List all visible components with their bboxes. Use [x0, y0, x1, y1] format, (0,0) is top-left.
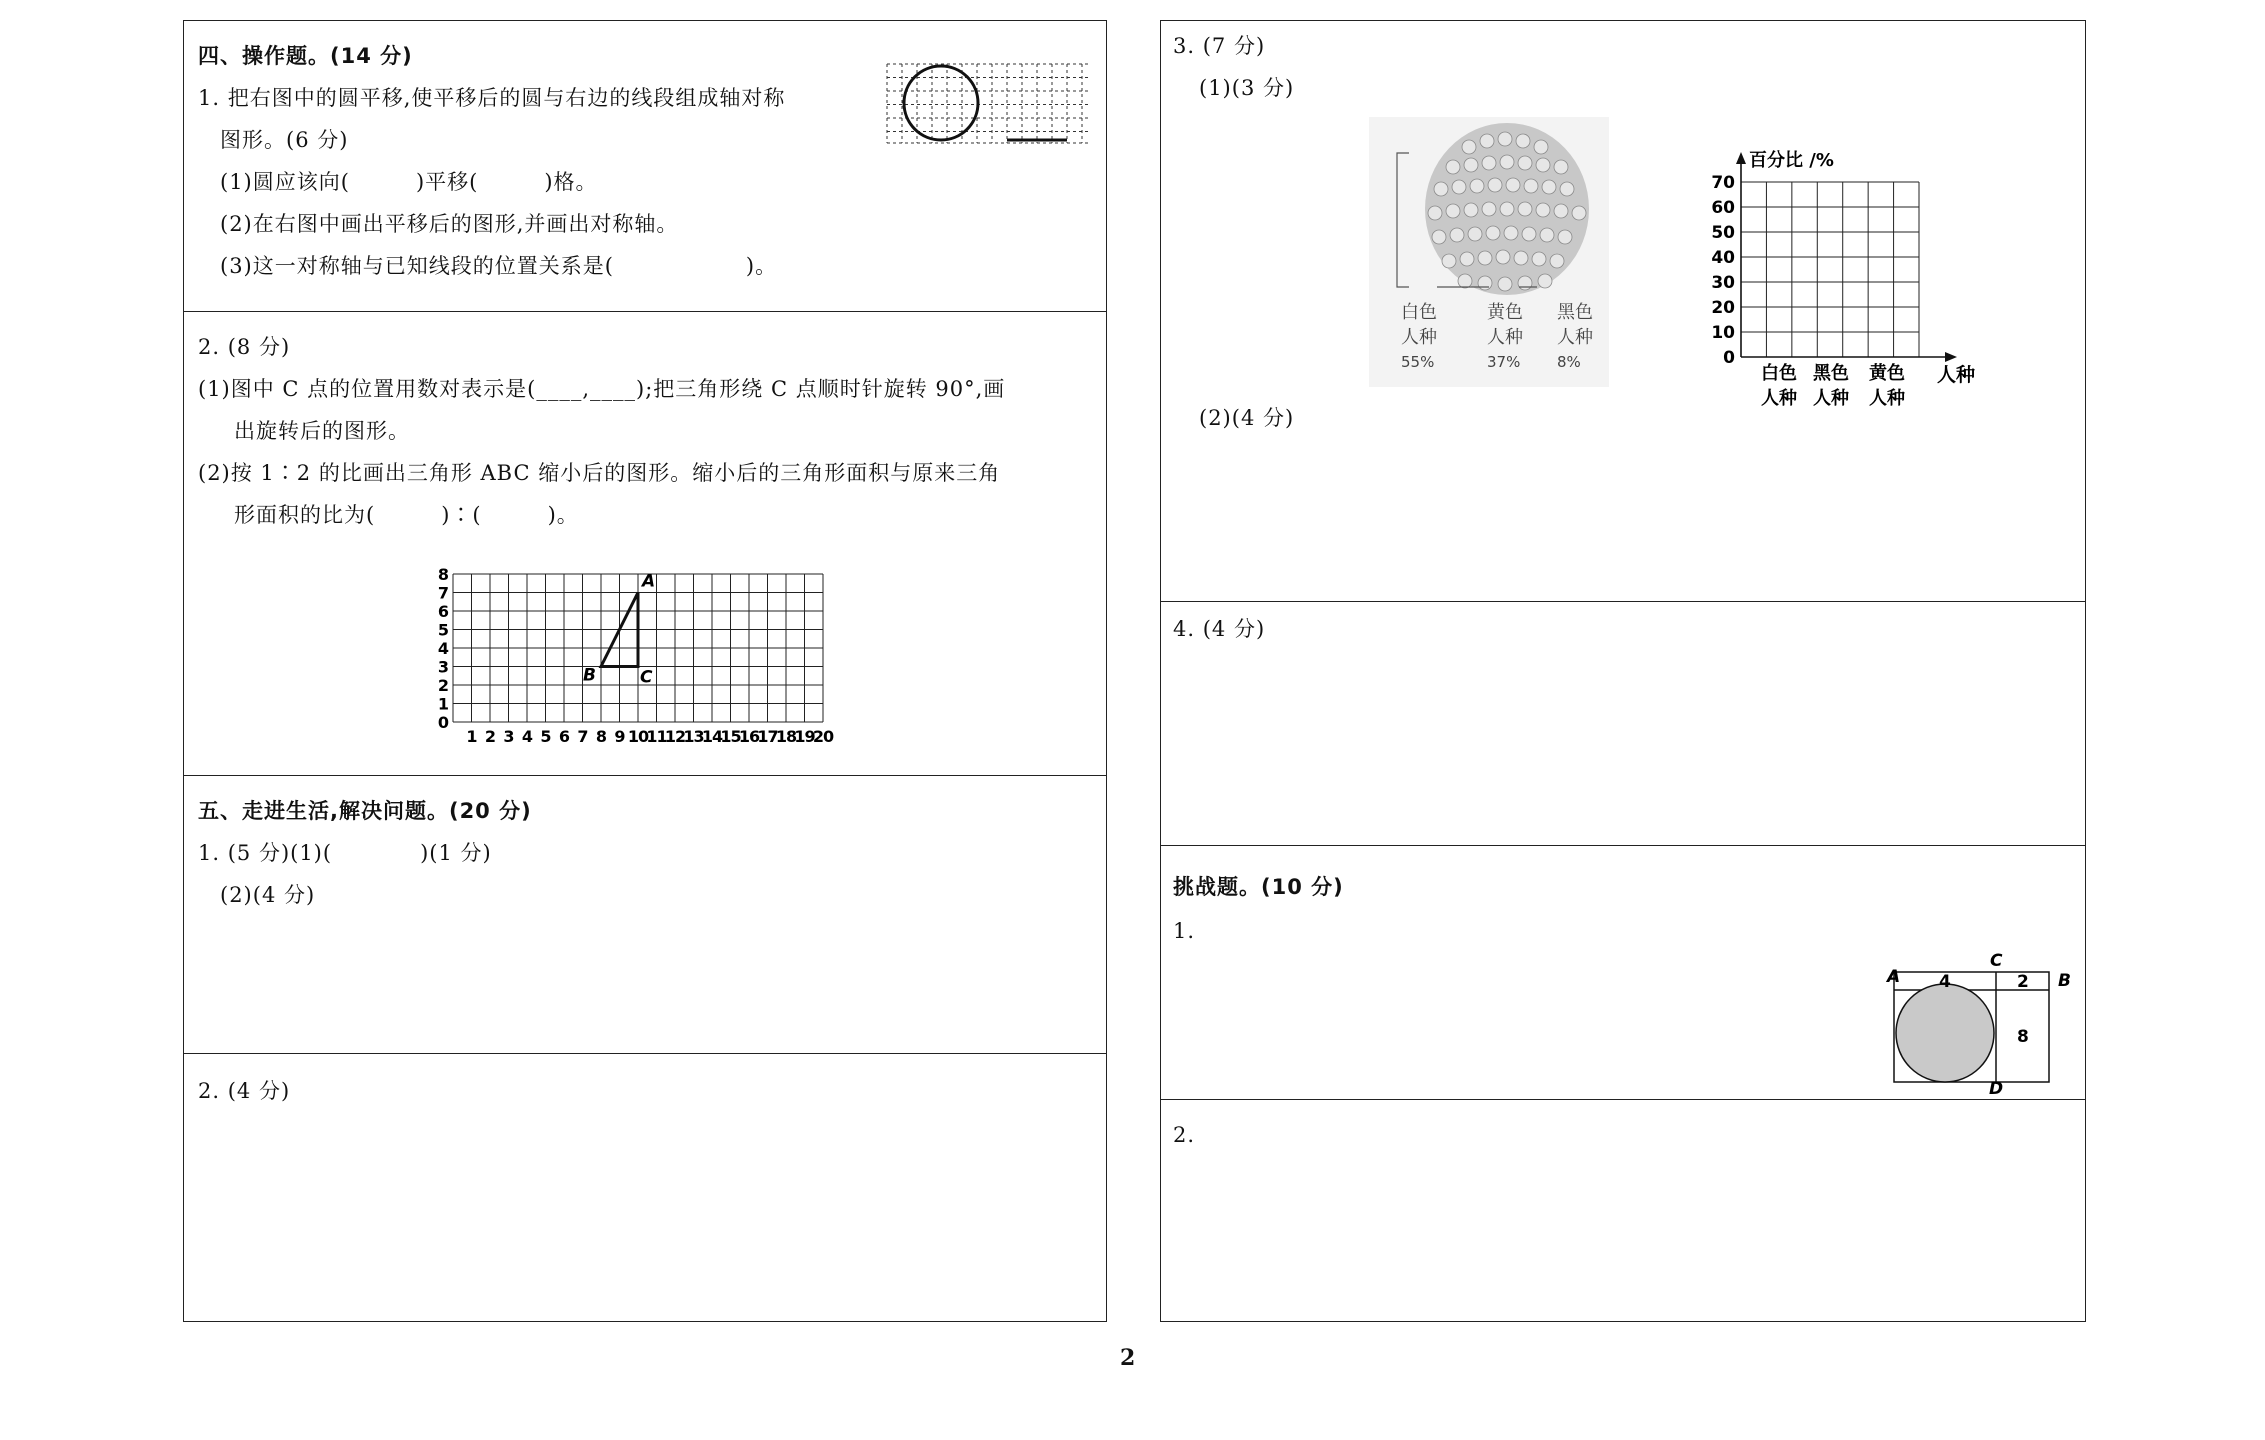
grid-y-tick: 7 [437, 583, 449, 603]
section-challenge-q2 [1161, 1100, 2085, 1321]
q1-part2: (2)在右图中画出平移后的图形,并画出对称轴。 [220, 212, 679, 236]
grid-x-tick: 7 [577, 727, 588, 746]
point-C-label: C [640, 667, 653, 688]
section-q3 [1161, 21, 2085, 602]
chart-y-tick: 20 [1711, 298, 1735, 318]
crowd-sub-yellow: 人种 [1487, 327, 1523, 348]
grid-x-tick: 14 [701, 727, 723, 746]
grid-y-tick: 8 [437, 565, 449, 584]
q2-part1-line2: 出旋转后的图形。 [234, 419, 410, 443]
point-D-label: D [1989, 1079, 2004, 1099]
coordinate-grid [429, 552, 834, 752]
q3-title: 3. (7 分) [1173, 34, 1266, 58]
section-4-heading: 四、操作题。(14 分) [198, 44, 413, 68]
grid-x-tick: 1 [466, 727, 477, 746]
grid-y-tick: 1 [437, 694, 449, 714]
section-q2 [184, 312, 1106, 776]
grid-x-tick: 5 [540, 727, 551, 746]
chart-y-tick: 30 [1711, 273, 1735, 293]
grid-y-tick: 6 [437, 602, 449, 621]
left-answer-column [183, 20, 1107, 1322]
challenge-q1: 1. [1173, 919, 1196, 943]
length-4-label: 4 [1939, 972, 1951, 992]
q2-part2-line2: 形面积的比为( )∶( )。 [234, 503, 579, 527]
section-challenge [1161, 846, 2085, 1100]
chart-y-tick: 50 [1711, 223, 1735, 243]
s5-q1: 1. (5 分)(1)( )(1 分) [198, 841, 492, 865]
grid-y-tick: 3 [437, 657, 449, 677]
crowd-label-white: 白色 [1401, 302, 1437, 323]
length-2-label: 2 [2017, 972, 2029, 992]
grid-x-tick: 17 [757, 727, 778, 746]
grid-x-tick: 4 [521, 727, 533, 746]
grid-x-tick: 13 [683, 727, 704, 746]
q1-part1: (1)圆应该向( )平移( )格。 [220, 170, 598, 194]
chart-y-tick: 40 [1711, 248, 1735, 268]
grid-x-tick: 3 [503, 727, 514, 746]
grid-x-tick: 10 [627, 727, 649, 746]
section-operation [184, 21, 1106, 312]
grid-y-tick: 5 [437, 620, 449, 640]
chart-y-tick: 60 [1711, 198, 1735, 218]
challenge-heading: 挑战题。(10 分) [1173, 875, 1344, 899]
q1-text-line1: 1. 把右图中的圆平移,使平移后的圆与右边的线段组成轴对称 [198, 86, 786, 110]
chart-y-label: 百分比 /% [1749, 150, 1834, 171]
grid-y-tick: 0 [437, 713, 449, 732]
chart-category-sublabel: 人种 [1813, 388, 1849, 409]
chart-category-label: 黑色 [1813, 363, 1849, 384]
chart-x-arrow [1945, 352, 1957, 362]
chart-category-label: 白色 [1761, 363, 1797, 384]
grid-x-tick: 11 [646, 727, 667, 746]
length-8-label: 8 [2017, 1027, 2029, 1047]
q2-part1-line1: (1)图中 C 点的位置用数对表示是(____,____);把三角形绕 C 点顺时针旋转 90°,画 [198, 377, 1006, 401]
point-C-label: C [1990, 951, 2003, 971]
population-crowd-figure [1369, 117, 1609, 387]
right-answer-column [1160, 20, 2086, 1322]
chart-category-sublabel: 人种 [1761, 388, 1797, 409]
section-life-problems [184, 776, 1106, 1054]
point-B-label: B [2058, 971, 2071, 991]
grid-x-tick: 19 [794, 727, 815, 746]
grid-x-tick: 15 [720, 727, 741, 746]
point-A-label: A [642, 571, 656, 592]
crowd-label-black: 黑色 [1557, 302, 1593, 323]
q3-part2: (2)(4 分) [1199, 406, 1295, 430]
q4-title: 4. (4 分) [1173, 617, 1266, 641]
s5-q1-part2: (2)(4 分) [220, 883, 316, 907]
section-5-heading: 五、走进生活,解决问题。(20 分) [198, 799, 532, 823]
chart-y-tick: 0 [1723, 348, 1735, 368]
grid-y-tick: 2 [437, 676, 449, 695]
crowd-label-yellow: 黄色 [1487, 302, 1523, 323]
grid-x-tick: 8 [595, 727, 607, 746]
grid-x-tick: 16 [738, 727, 760, 746]
q2-title: 2. (8 分) [198, 335, 291, 359]
percentage-bar-chart [1681, 121, 1976, 411]
section-q4 [1161, 602, 2085, 846]
crowd-pct-white: 55% [1401, 353, 1435, 371]
chart-x-label: 人种 [1937, 364, 1976, 386]
section-s5-q2 [184, 1054, 1106, 1321]
rectangle-circle-figure [1881, 948, 2081, 1099]
crowd-sub-white: 人种 [1401, 327, 1437, 348]
translation-grid-figure [885, 63, 1095, 145]
point-B-label: B [583, 665, 596, 686]
grid-x-tick: 9 [614, 727, 625, 746]
challenge-q2: 2. [1173, 1123, 1196, 1147]
chart-y-tick: 70 [1711, 173, 1735, 193]
crowd-sub-black: 人种 [1557, 327, 1593, 348]
q2-part2-line1: (2)按 1∶2 的比画出三角形 ABC 缩小后的图形。缩小后的三角形面积与原来三角 [198, 461, 1001, 485]
chart-category-label: 黄色 [1869, 363, 1905, 384]
grid-x-tick: 18 [775, 727, 797, 746]
grid-x-tick: 6 [558, 727, 570, 746]
grid-x-tick: 12 [664, 727, 686, 746]
crowd-pct-yellow: 37% [1487, 353, 1521, 371]
crowd-pct-black: 8% [1557, 353, 1581, 371]
q1-part3: (3)这一对称轴与已知线段的位置关系是( )。 [220, 254, 778, 278]
q1-text-line2: 图形。(6 分) [220, 128, 349, 152]
chart-y-arrow [1736, 152, 1746, 164]
point-A-label: A [1887, 967, 1901, 987]
q3-part1: (1)(3 分) [1199, 76, 1295, 100]
grid-y-tick: 4 [437, 639, 449, 658]
grid-x-tick: 20 [812, 727, 834, 746]
chart-category-sublabel: 人种 [1869, 388, 1905, 409]
chart-y-tick: 10 [1711, 323, 1735, 343]
grid-x-tick: 2 [484, 727, 496, 746]
s5-q2-title: 2. (4 分) [198, 1079, 291, 1103]
page-number: 2 [1120, 1345, 1136, 1371]
